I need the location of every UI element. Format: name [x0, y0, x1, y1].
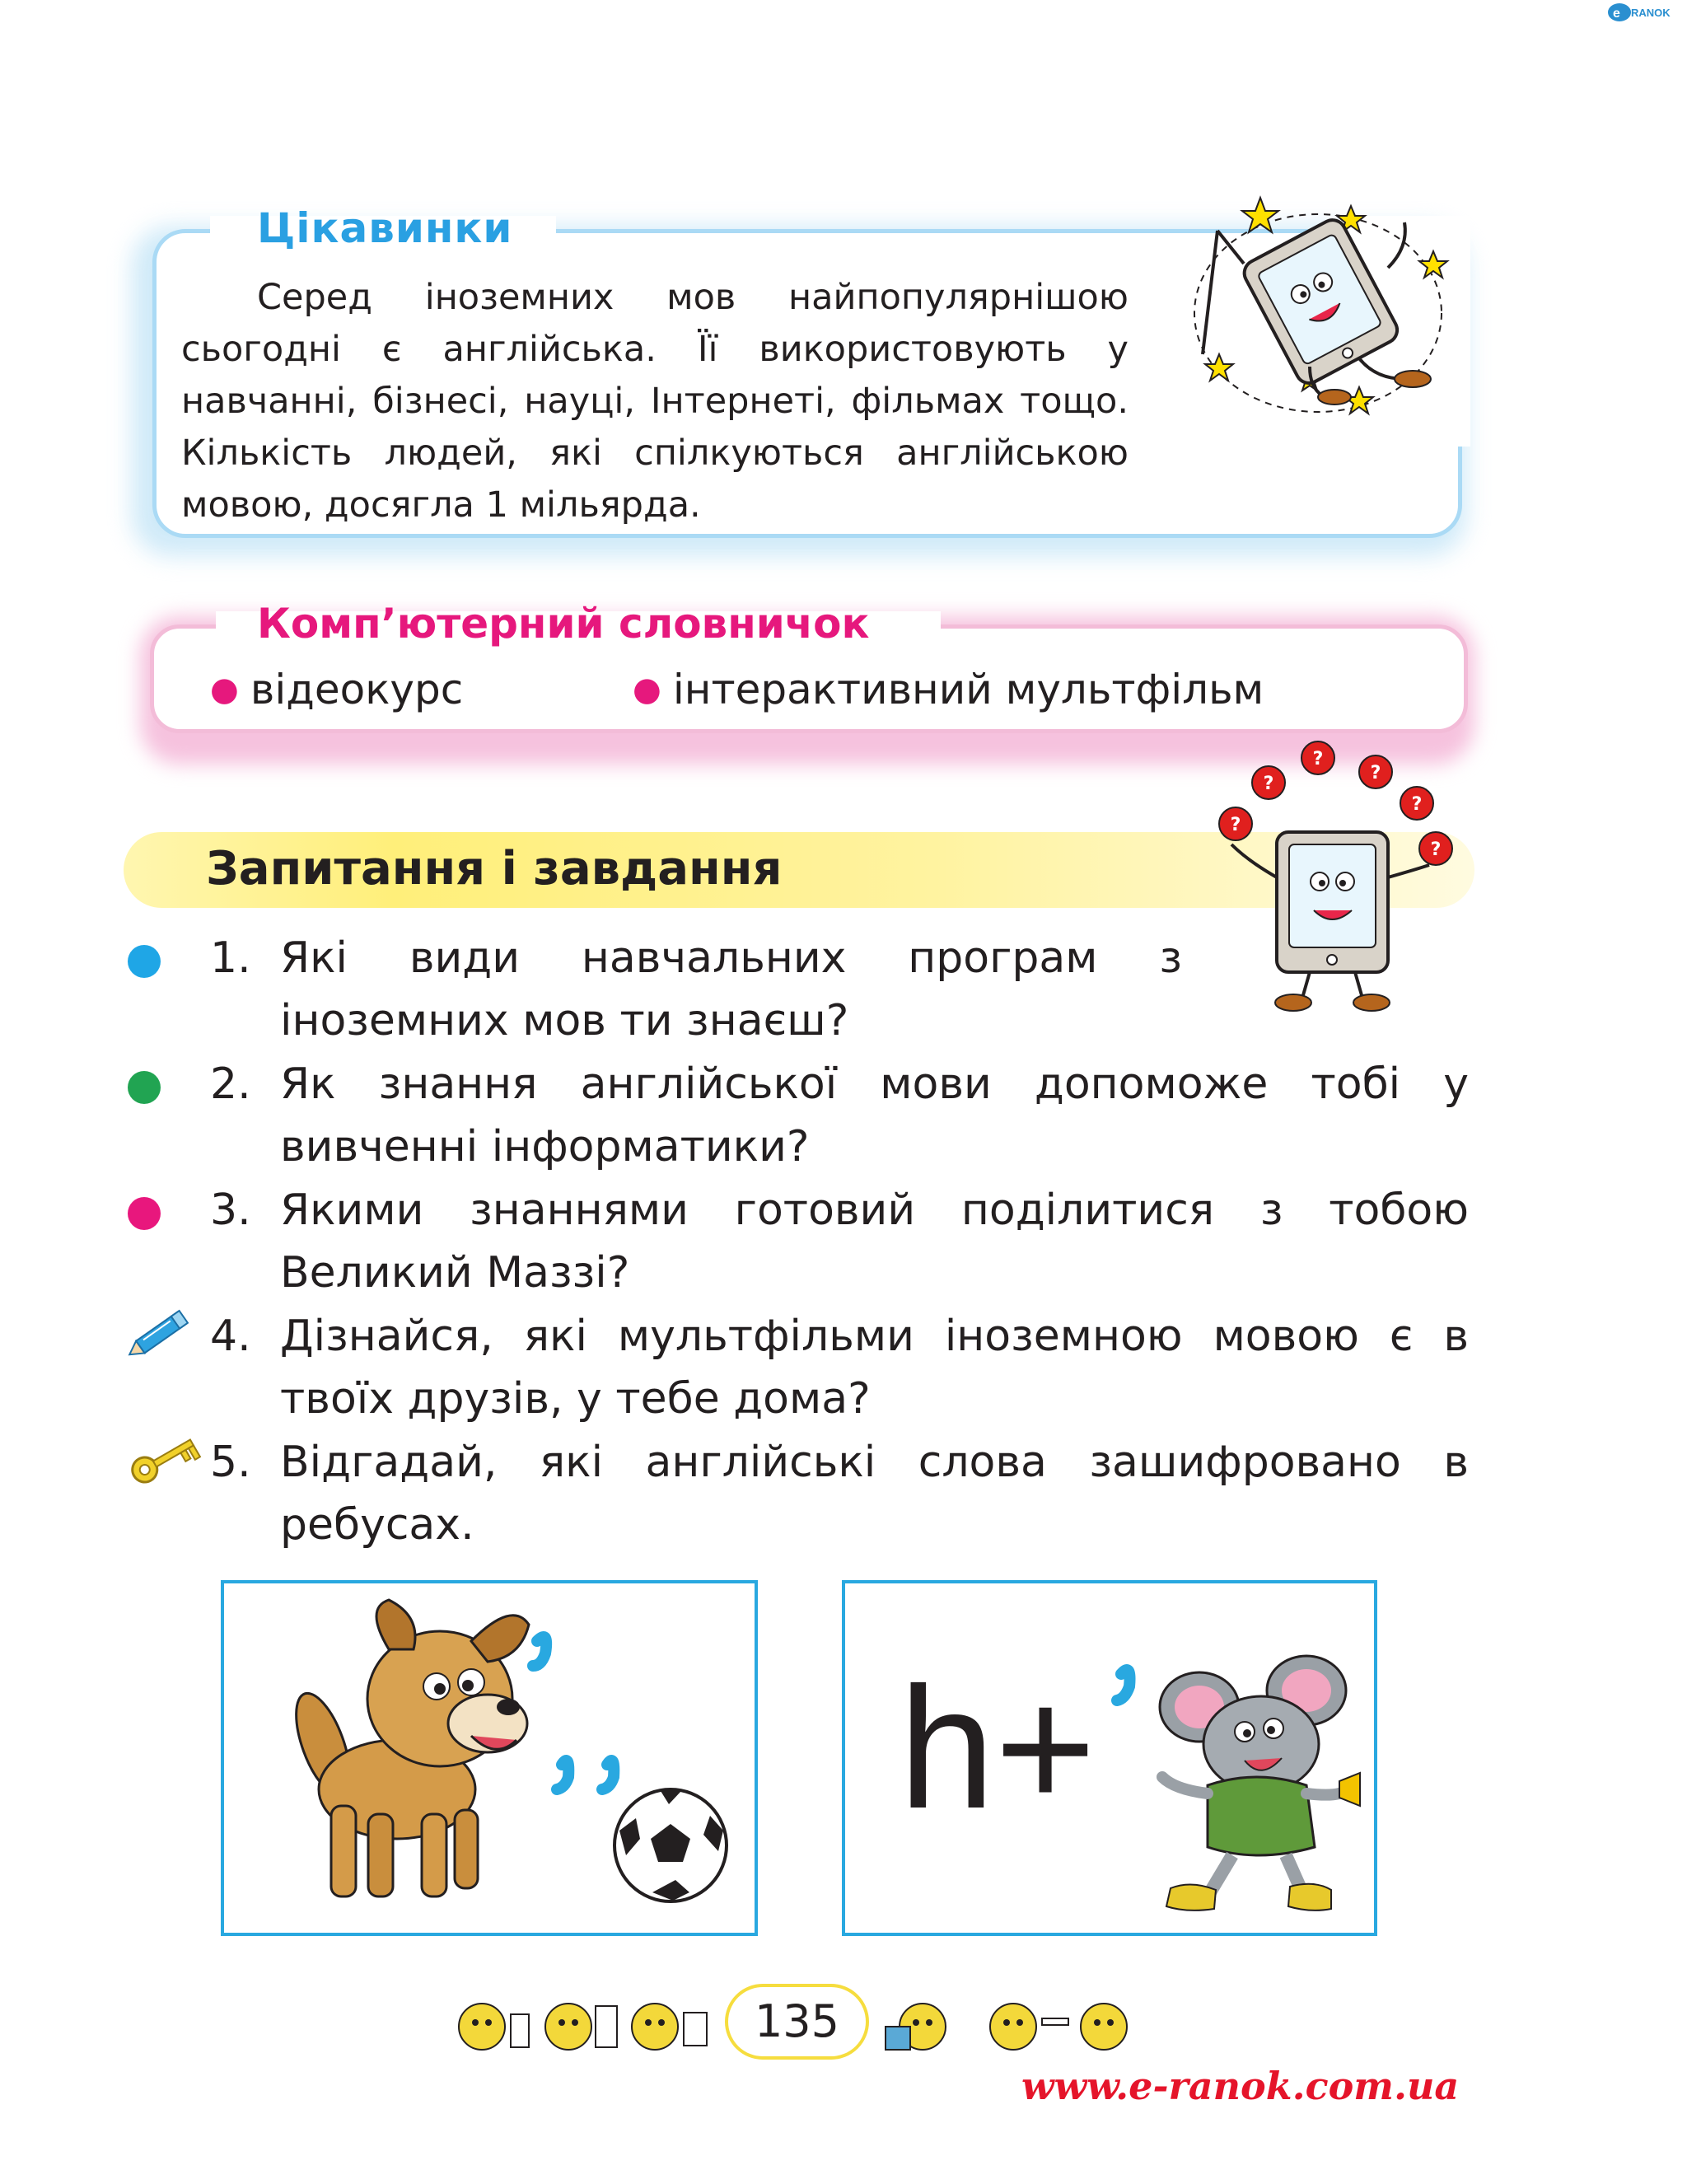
svg-text:e: e [1613, 7, 1620, 21]
rebus-frame-right [842, 1580, 1377, 1936]
facts-title: Цікавинки [257, 204, 513, 252]
dog-illustration [224, 1583, 755, 1933]
pink-dot-marker [128, 1197, 161, 1230]
svg-text:RANOK: RANOK [1631, 7, 1671, 19]
mouse-illustration [845, 1583, 1374, 1933]
svg-text:?: ? [1411, 794, 1423, 815]
facts-text: Серед іноземних мов найпопулярнішою сьогодні є англійська. Її використовують у навчанні, бізнесі, науці, Інтернеті, фільмах тощо. Кількість людей, які спілкуються англійською мовою, досягла 1 мільярда. [181, 277, 1129, 526]
svg-text:?: ? [1370, 763, 1381, 783]
glossary-item: ● відеокурс [210, 666, 464, 713]
rebus-text: h+ [899, 1651, 1096, 1845]
juggling-tablet-illustration [1207, 737, 1470, 1013]
comma-mark-icon [533, 1637, 546, 1666]
task-item: 5. Відгадай, які англійські слова зашифровано в ребусах. [210, 1438, 1469, 1550]
footer-decor-right [877, 1981, 1141, 2064]
footer-decor-left [449, 1981, 721, 2064]
comma-mark-icon [602, 1761, 614, 1789]
glossary-title: Комп’ютерний словничок [257, 600, 870, 648]
tablet-wizard-illustration [1186, 189, 1450, 428]
glossary-item: ● інтерактивний мультфільм [633, 666, 1264, 713]
task-item: 4. Дізнайся, які мультфільми іноземною мовою є в твоїх друзів, у тебе дома? [210, 1312, 1469, 1424]
pencil-icon [125, 1302, 203, 1359]
comma-mark-icon [557, 1761, 568, 1789]
website-url[interactable]: www.e-ranok.com.ua [1021, 2064, 1460, 2108]
task-item: 2. Як знання англійської мови допоможе тобі у вивченні інформатики? [210, 1059, 1469, 1172]
comma-mark-icon [1117, 1670, 1130, 1700]
bullet-icon: ● [210, 671, 239, 709]
key-icon [124, 1429, 206, 1487]
task-item: 3. Якими знаннями готовий поділитися з тобою Великий Маззі? [210, 1186, 1469, 1298]
page-number: 135 [725, 1984, 869, 2060]
blue-dot-marker [128, 945, 161, 978]
svg-text:?: ? [1430, 839, 1442, 860]
svg-text:?: ? [1230, 815, 1241, 835]
rebus-frame-left [221, 1580, 758, 1936]
publisher-logo [1606, 0, 1680, 25]
questions-title: Запитання і завдання [206, 842, 783, 896]
bullet-icon: ● [633, 671, 661, 709]
soccer-ball-icon [615, 1789, 727, 1901]
green-dot-marker [128, 1071, 161, 1104]
svg-text:?: ? [1312, 749, 1324, 769]
task-item: 1. Які види навчальних програм з іноземних мов ти знаєш? [210, 933, 1182, 1045]
svg-text:?: ? [1263, 774, 1274, 794]
